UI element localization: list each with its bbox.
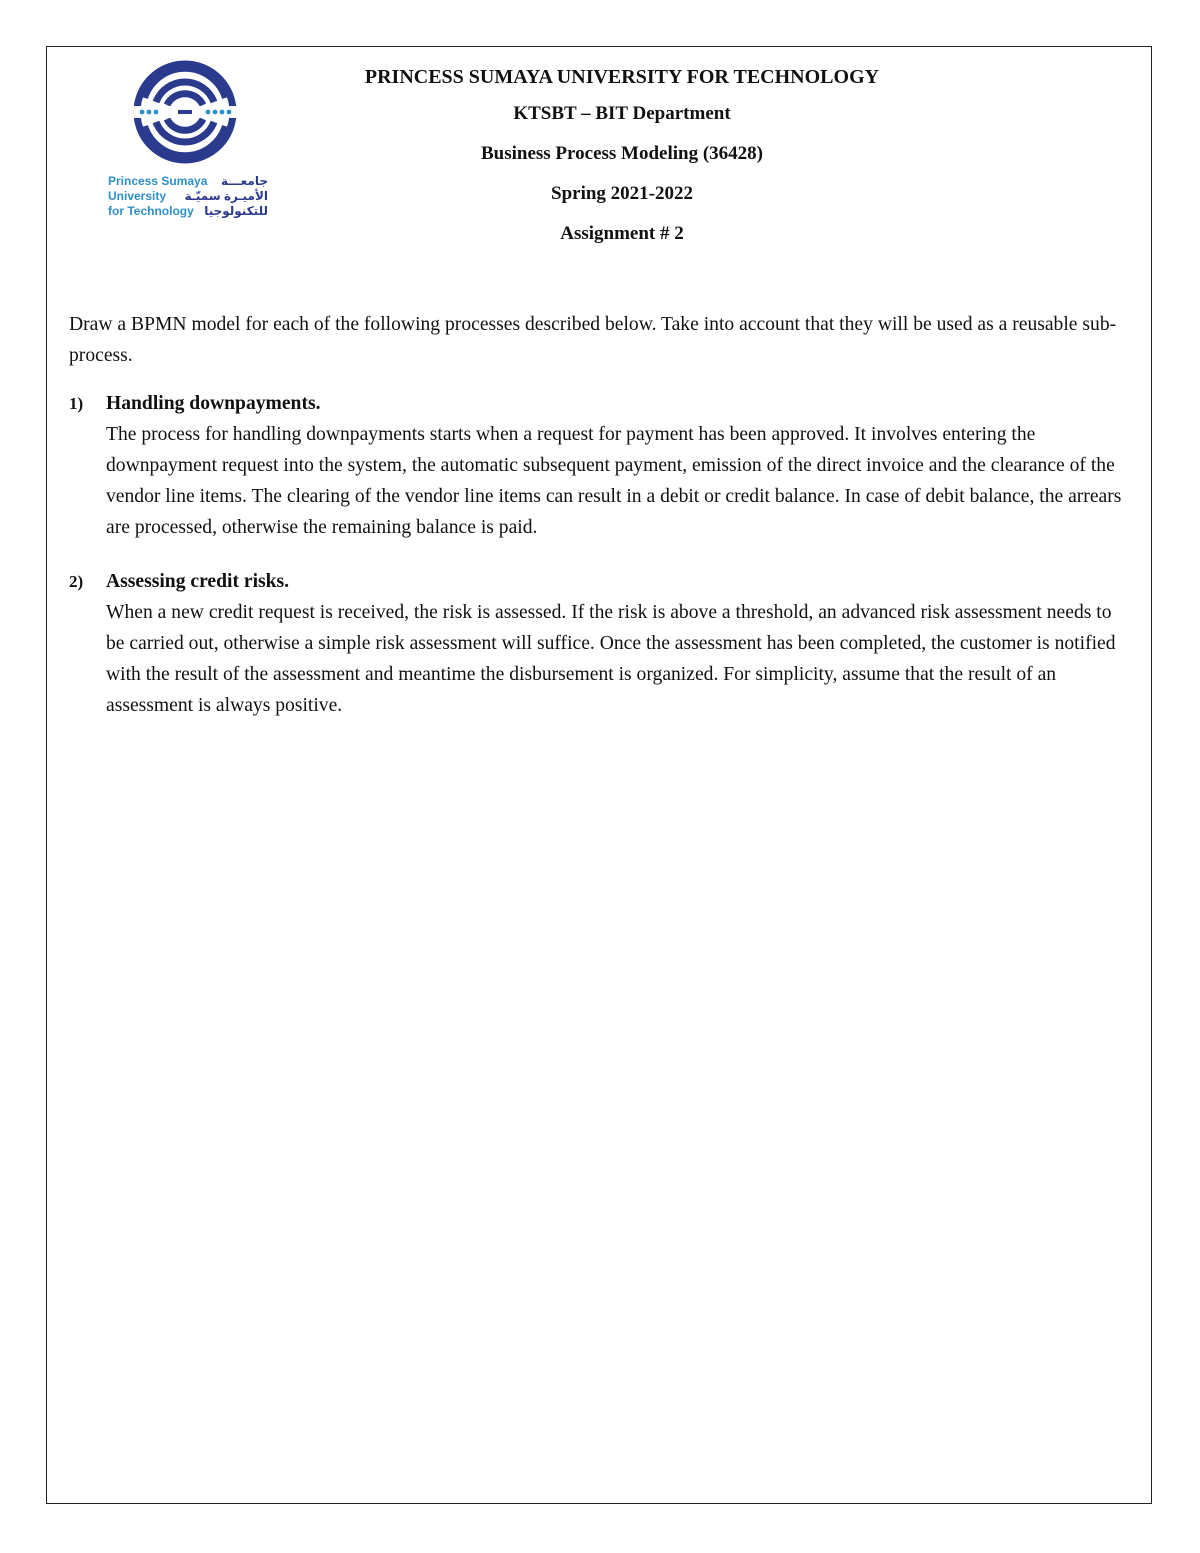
term: Spring 2021-2022 bbox=[551, 183, 693, 204]
item-title: Handling downpayments. bbox=[106, 393, 321, 414]
logo-wordmark bbox=[108, 174, 268, 219]
logo-line-ar: للتكنولوجيا bbox=[204, 204, 268, 218]
item-body bbox=[106, 388, 1133, 543]
logo-line bbox=[108, 189, 268, 204]
item-number: 1) bbox=[69, 394, 84, 413]
university-logo bbox=[108, 58, 268, 228]
logo-line-en: Princess Sumaya bbox=[108, 174, 208, 188]
logo-line-ar: الأميـرة سميّـة bbox=[184, 189, 268, 203]
logo-line-ar: جامعـــة bbox=[221, 174, 268, 188]
logo-line bbox=[108, 204, 268, 219]
logo-line bbox=[108, 174, 268, 189]
intro-paragraph: Draw a BPMN model for each of the following processes described below. Take into account that they will be used as a reusable sub-process. bbox=[69, 314, 1117, 366]
course-title: Business Process Modeling (36428) bbox=[480, 143, 763, 164]
page-border bbox=[46, 46, 1152, 1504]
university-name: PRINCESS SUMAYA UNIVERSITY FOR TECHNOLOGY bbox=[364, 66, 880, 88]
logo-line-en: for Technology bbox=[108, 204, 194, 218]
item-title: Assessing credit risks. bbox=[106, 571, 290, 592]
item-body bbox=[106, 566, 1133, 721]
assignment-body bbox=[69, 309, 1133, 744]
psut-emblem-icon bbox=[108, 58, 268, 170]
list-item bbox=[69, 388, 1133, 543]
item-number: 2) bbox=[69, 572, 84, 591]
assignment-title: Assignment # 2 bbox=[560, 223, 684, 244]
document-header bbox=[300, 60, 944, 254]
item-text: When a new credit request is received, the risk is assessed. If the risk is above a threshold, an advanced risk assessment needs to be carried out, otherwise a simple risk assessment will suffice. Once the assessment has been completed, the customer is notified with the result of the assessment and meantime the disbursement is organized. For simplicity, assume that the result of an assessment is always positive. bbox=[106, 602, 1116, 716]
list-item bbox=[69, 566, 1133, 721]
item-text: The process for handling downpayments starts when a request for payment has been approved. It involves entering the downpayment request into the system, the automatic subsequent payment, emission of the direct invoice and the clearance of the vendor line items. The clearing of the vendor line items can result in a debit or credit balance. In case of debit balance, the arrears are processed, otherwise the remaining balance is paid. bbox=[106, 424, 1122, 538]
logo-line-en: University bbox=[108, 189, 167, 203]
department-name: KTSBT – BIT Department bbox=[513, 103, 731, 124]
